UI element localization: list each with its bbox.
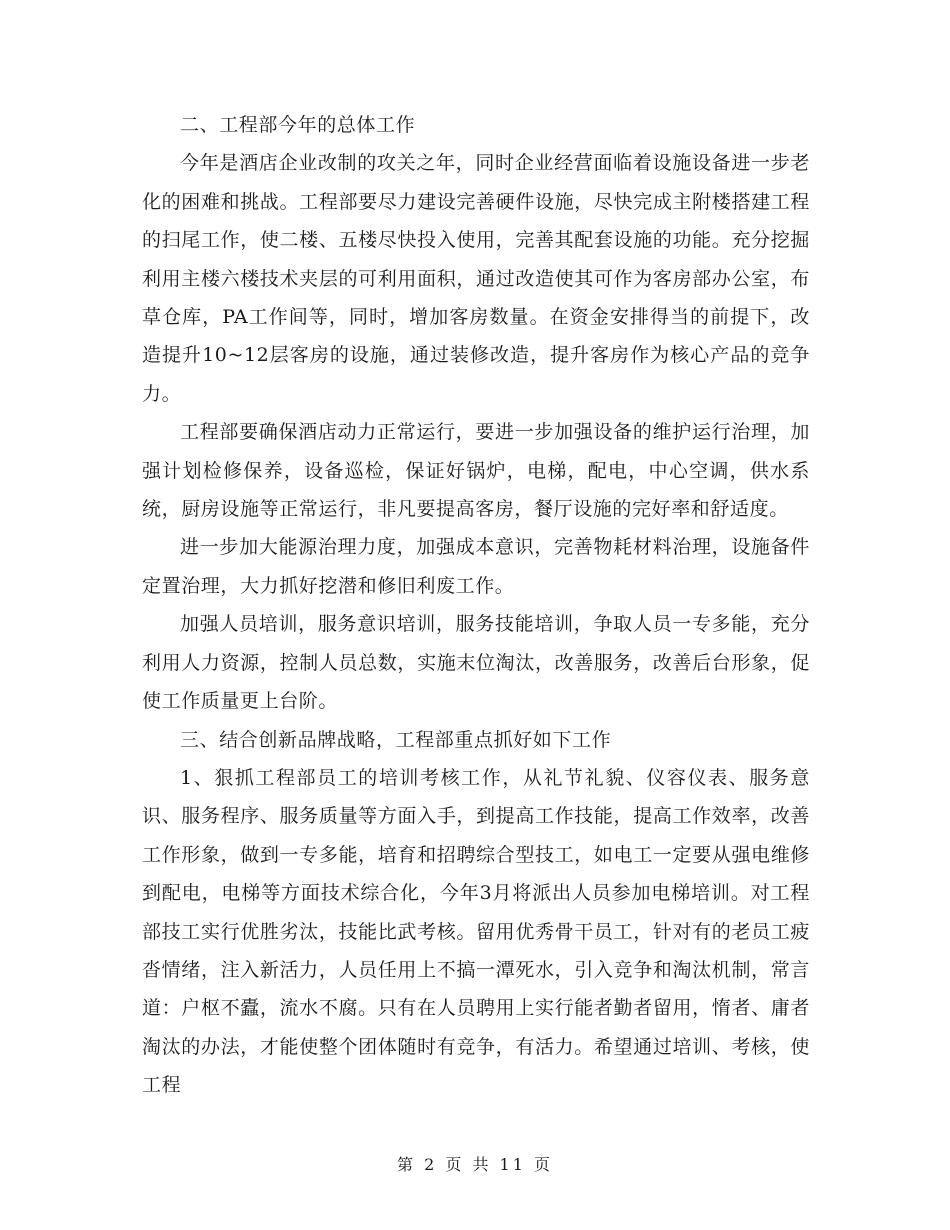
paragraph-energy-management: 进一步加大能源治理力度，加强成本意识，完善物耗材料治理，设施备件定置治理，大力抓好挖潜和修旧利废工作。	[142, 536, 810, 597]
paragraph-power-operation: 工程部要确保酒店动力正常运行，要进一步加强设备的维护运行治理，加强计划检修保养，设备巡检，保证好锅炉，电梯，配电，中心空调，供水系统，厨房设施等正常运行，非凡要提高客房，餐厅设施的完好率和舒适度。	[142, 421, 810, 521]
paragraph-overall-work: 今年是酒店企业改制的攻关之年，同时企业经营面临着设施设备进一步老化的困难和挑战。工程部要尽力建设完善硬件设施，尽快完成主附楼搭建工程的扫尾工作，使二楼、五楼尽快投入使用，完善其配套设施的功能。充分挖掘利用主楼六楼技术夹层的可利用面积，通过改造使其可作为客房部办公室，布草仓库，PA工作间等，同时，增加客房数量。在资金安排得当的前提下，改造提升10~12层客房的设施，通过装修改造，提升客房作为核心产品的竞争力。	[142, 152, 810, 405]
paragraph-staff-training: 加强人员培训，服务意识培训，服务技能培训，争取人员一专多能，充分利用人力资源，控制人员总数，实施末位淘汰，改善服务，改善后台形象，促使工作质量更上台阶。	[142, 613, 810, 713]
page-footer: 第 2 页 共 11 页	[397, 1155, 553, 1174]
document-body	[142, 106, 810, 1105]
section-heading-3: 三、结合创新品牌战略，工程部重点抓好如下工作	[180, 728, 612, 751]
paragraph-item-1: 1、狠抓工程部员工的培训考核工作，从礼节礼貌、仪容仪表、服务意识、服务程序、服务质量等方面入手，到提高工作技能，提高工作效率，改善工作形象，做到一专多能，培育和招聘综合型技工，如电工一定要从强电维修到配电，电梯等方面技术综合化，今年3月将派出人员参加电梯培训。对工程部技工实行优胜劣汰，技能比武考核。留用优秀骨干员工，针对有的老员工疲沓情绪，注入新活力，人员任用上不搞一潭死水，引入竞争和淘汰机制，常言道：户枢不蠹，流水不腐。只有在人员聘用上实行能者勤者留用，惰者、庸者淘汰的办法，才能使整个团体随时有竞争，有活力。希望通过培训、考核，使工程	[142, 766, 810, 1097]
section-heading-2: 二、工程部今年的总体工作	[180, 114, 416, 136]
